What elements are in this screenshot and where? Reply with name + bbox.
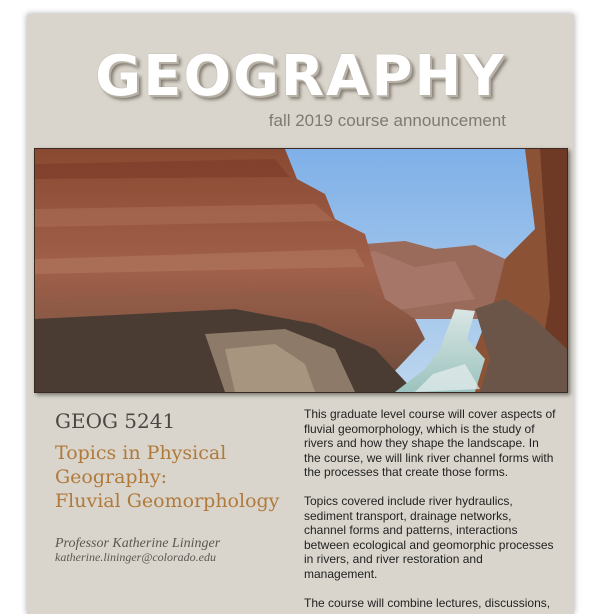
professor-name: Professor Katherine Lininger — [55, 536, 221, 551]
course-title-line-1: Topics in Physical — [55, 442, 227, 464]
course-title-line-2: Geography: — [55, 466, 167, 488]
course-code: GEOG 5241 — [55, 409, 176, 433]
page-title: GEOGRAPHY — [95, 44, 506, 109]
course-title-line-3: Fluvial Geomorphology — [55, 490, 280, 512]
description-paragraph-3: The course will combine lectures, discussions, — [304, 595, 551, 610]
announcement-subtitle: fall 2019 course announcement — [268, 111, 506, 130]
course-title — [55, 441, 295, 513]
description-paragraph-2: Topics covered include river hydraulics, sediment transport, drainage networks, channel forms and patterns, interactions between ecological and geomorphic processes in rivers, and river restoration and management. — [304, 493, 554, 581]
flyer-page — [27, 14, 574, 614]
professor-email[interactable]: katherine.lininger@colorado.edu — [55, 550, 217, 564]
course-info — [55, 409, 295, 564]
description-paragraph-1: This graduate level course will cover aspects of fluvial geomorphology, which is the study of rivers and how they shape the landscape. In the course, we will link river channel forms with the processes that create those forms. — [304, 407, 556, 480]
course-description — [304, 407, 556, 614]
canyon-river-photo — [34, 148, 568, 393]
